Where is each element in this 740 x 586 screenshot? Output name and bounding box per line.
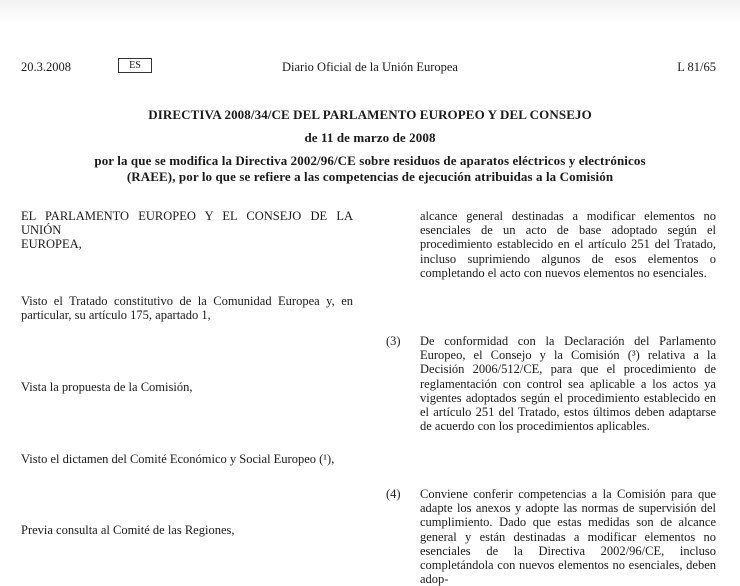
- recital-text: Conviene conferir competencias a la Comisión para que adapte los anexos y adopte las normas de supervisión del cumplimiento. Dado que estas medidas son de alcance general y están destinadas a modificar elementos no esenciales de la Directiva 2002/96/CE, incluso completándola con nuevos elementos no esenciales, deben adop-: [420, 487, 716, 586]
- recital-continuation: alcance general destinadas a modificar elementos no esenciales de un acto de base adoptado según el procedimiento establecido en el artículo 251 del Tratado, incluso suprimiendo algunos de esos elementos o completando el acto con nuevos elementos no esenciales.: [420, 209, 716, 280]
- citation-opinion: Visto el dictamen del Comité Económico y Social Europeo (¹),: [21, 452, 335, 466]
- publication-date: 20.3.2008: [21, 60, 71, 74]
- directive-date: de 11 de marzo de 2008: [304, 130, 436, 145]
- preamble: [21, 209, 353, 252]
- directive-title: DIRECTIVA 2008/34/CE DEL PARLAMENTO EUROPEO Y DEL CONSEJO: [148, 107, 592, 122]
- preamble-line1: EL PARLAMENTO EUROPEO Y EL CONSEJO DE LA UNIÓN: [21, 209, 353, 238]
- language-badge: ES: [118, 58, 152, 73]
- directive-subject: [60, 153, 680, 185]
- viewer-top-shadow: [0, 0, 740, 22]
- journal-name: Diario Oficial de la Unión Europea: [282, 60, 458, 74]
- page-reference: L 81/65: [677, 60, 716, 74]
- directive-subject-line2: (RAEE), por lo que se refiere a las competencias de ejecución atribuidas a la Comisión: [126, 169, 614, 184]
- citation-proposal: Vista la propuesta de la Comisión,: [21, 380, 193, 394]
- preamble-line2: EUROPEA,: [21, 237, 82, 252]
- recital-number: (3): [386, 334, 401, 348]
- citation-consultation: Previa consulta al Comité de las Regiones,: [21, 523, 235, 537]
- recital-number: (4): [386, 487, 401, 501]
- citation-treaty: Visto el Tratado constitutivo de la Comunidad Europea y, en particular, su artículo 175, apartado 1,: [21, 294, 353, 323]
- recital-text: De conformidad con la Declaración del Parlamento Europeo, el Consejo y la Comisión (³) relativa a la Decisión 2006/512/CE, para que el procedimiento de reglamentación con control sea aplicable a los actos ya vigentes adoptados según el procedimiento establecido en el artículo 251 del Tratado, estos últimos deben adaptarse de acuerdo con los procedimientos aplicables.: [420, 334, 716, 434]
- directive-subject-line1: por la que se modifica la Directiva 2002/96/CE sobre residuos de aparatos eléctricos y electrónicos: [94, 153, 646, 168]
